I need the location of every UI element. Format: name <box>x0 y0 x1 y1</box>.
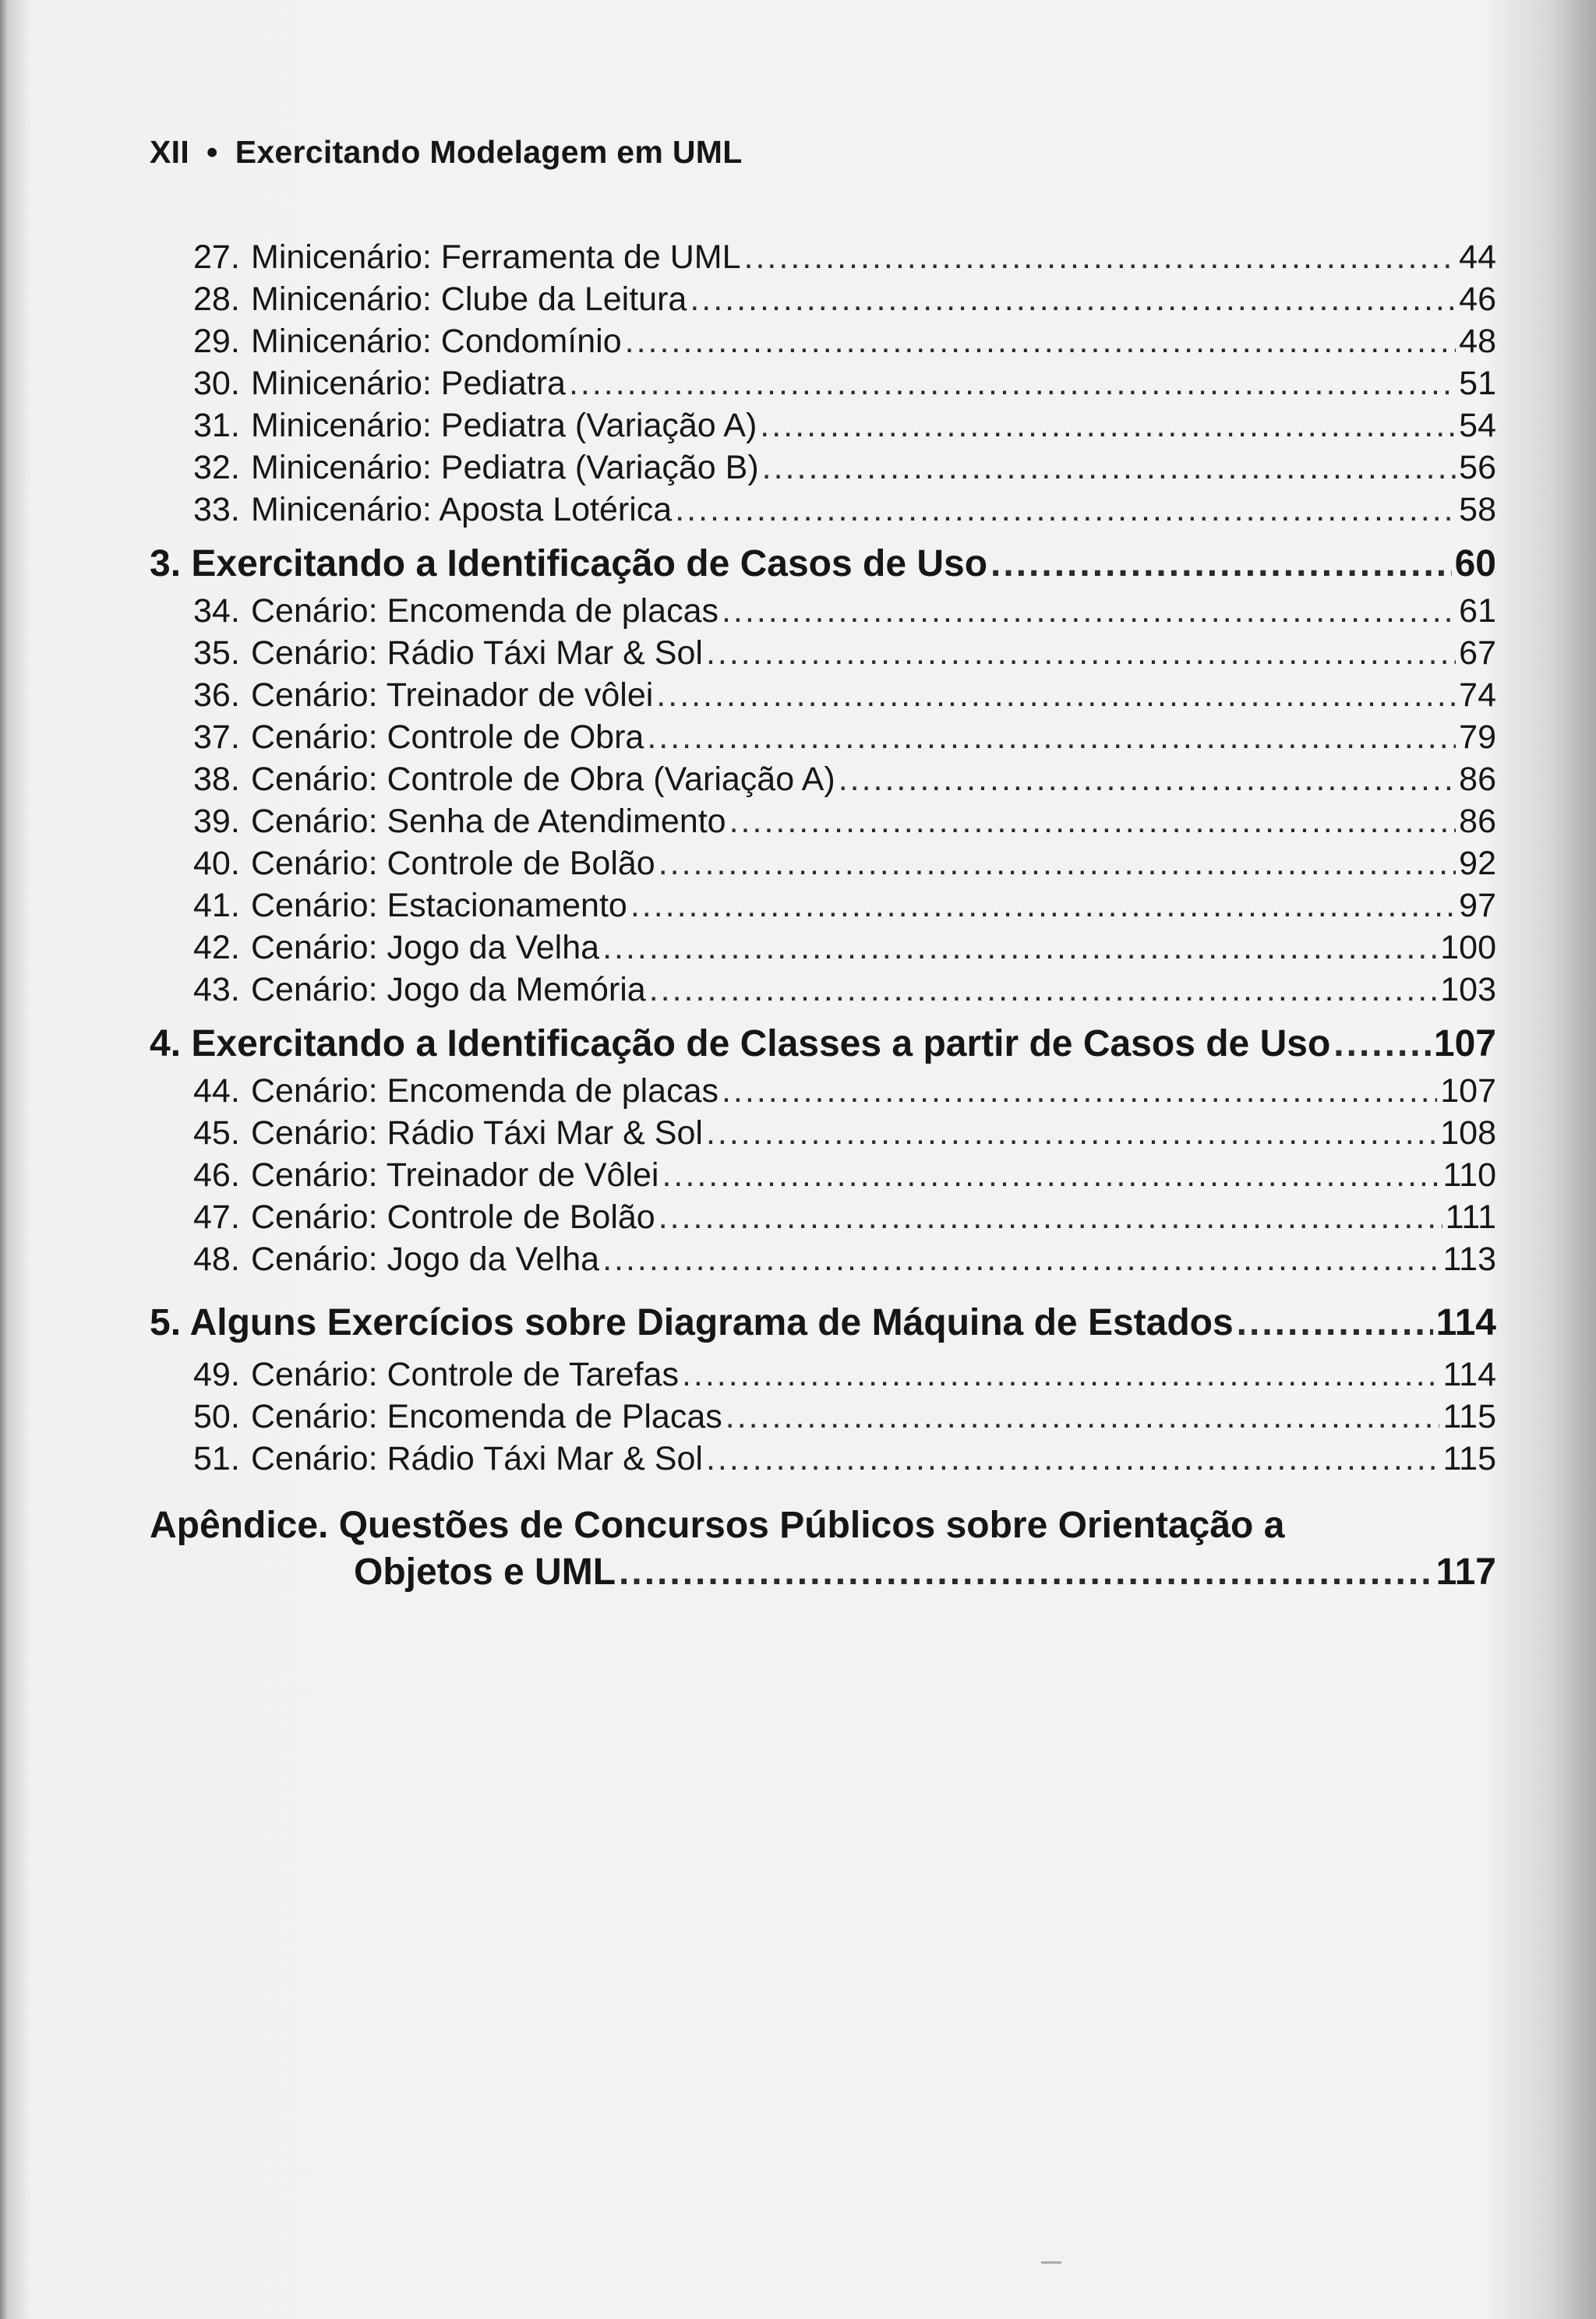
appendix-title-line1: Apêndice. Questões de Concursos Públicos sobre Orientação a <box>150 1505 1285 1546</box>
toc-chapter-5[interactable]: 5. Alguns Exercícios sobre Diagrama de Máquina de Estados ..... 114 <box>150 1301 1496 1347</box>
toc-item[interactable]: 30. Minicenário: Pediatra ..... 51 <box>150 365 1496 407</box>
toc-item[interactable]: 34. Cenário: Encomenda de placas ..... 61 <box>150 592 1496 634</box>
toc-item[interactable]: 32. Minicenário: Pediatra (Variação B) ..... 56 <box>150 449 1496 491</box>
toc-item[interactable]: 27. Minicenário: Ferramenta de UML ..... 44 <box>150 238 1496 281</box>
toc-item[interactable]: 48. Cenário: Jogo da Velha ..... 113 <box>150 1241 1496 1283</box>
header-bullet: • <box>207 134 218 170</box>
book-title: Exercitando Modelagem em UML <box>235 134 743 170</box>
toc-item[interactable]: 51. Cenário: Rádio Táxi Mar & Sol ..... 115 <box>150 1440 1496 1482</box>
page-number-label: XII <box>150 134 190 170</box>
toc-item[interactable]: 31. Minicenário: Pediatra (Variação A) ..... 54 <box>150 407 1496 449</box>
toc-item[interactable]: 43. Cenário: Jogo da Memória ..... 103 <box>150 971 1496 1013</box>
toc-item[interactable]: 37. Cenário: Controle de Obra ..... 79 <box>150 718 1496 761</box>
toc-item[interactable]: 50. Cenário: Encomenda de Placas ..... 115 <box>150 1398 1496 1440</box>
toc-item[interactable]: 38. Cenário: Controle de Obra (Variação A) ..... 86 <box>150 761 1496 803</box>
table-of-contents <box>150 238 1496 1596</box>
toc-item[interactable]: 46. Cenário: Treinador de Vôlei ..... 110 <box>150 1156 1496 1198</box>
toc-item[interactable]: 28. Minicenário: Clube da Leitura ..... 46 <box>150 281 1496 323</box>
toc-chapter-3[interactable]: 3. Exercitando a Identificação de Casos de Uso ..... 60 <box>150 542 1496 588</box>
toc-chapter-4[interactable]: 4. Exercitando a Identificação de Classes a partir de Casos de Uso ..... 107 <box>150 1022 1496 1068</box>
toc-item[interactable]: 29. Minicenário: Condomínio ..... 48 <box>150 323 1496 365</box>
toc-item[interactable]: 35. Cenário: Rádio Táxi Mar & Sol ..... 67 <box>150 634 1496 676</box>
toc-item[interactable]: 41. Cenário: Estacionamento ..... 97 <box>150 887 1496 929</box>
appendix-title-line2: Objetos e UML ..... 117 <box>150 1551 1496 1596</box>
toc-item[interactable]: 39. Cenário: Senha de Atendimento ..... 86 <box>150 803 1496 845</box>
toc-item[interactable]: 44. Cenário: Encomenda de placas ..... 107 <box>150 1072 1496 1114</box>
toc-item[interactable]: 40. Cenário: Controle de Bolão ..... 92 <box>150 845 1496 887</box>
toc-item[interactable]: 42. Cenário: Jogo da Velha ..... 100 <box>150 929 1496 971</box>
toc-item[interactable]: 47. Cenário: Controle de Bolão ..... 111 <box>150 1198 1496 1241</box>
page-header <box>150 134 743 171</box>
toc-item[interactable]: 36. Cenário: Treinador de vôlei ..... 74 <box>150 676 1496 718</box>
page-mark <box>1041 2261 1061 2264</box>
toc-item[interactable]: 45. Cenário: Rádio Táxi Mar & Sol ..... 108 <box>150 1114 1496 1156</box>
toc-item[interactable]: 49. Cenário: Controle de Tarefas ..... 114 <box>150 1356 1496 1398</box>
toc-appendix[interactable] <box>150 1504 1496 1596</box>
toc-item[interactable]: 33. Minicenário: Aposta Lotérica ..... 58 <box>150 491 1496 533</box>
